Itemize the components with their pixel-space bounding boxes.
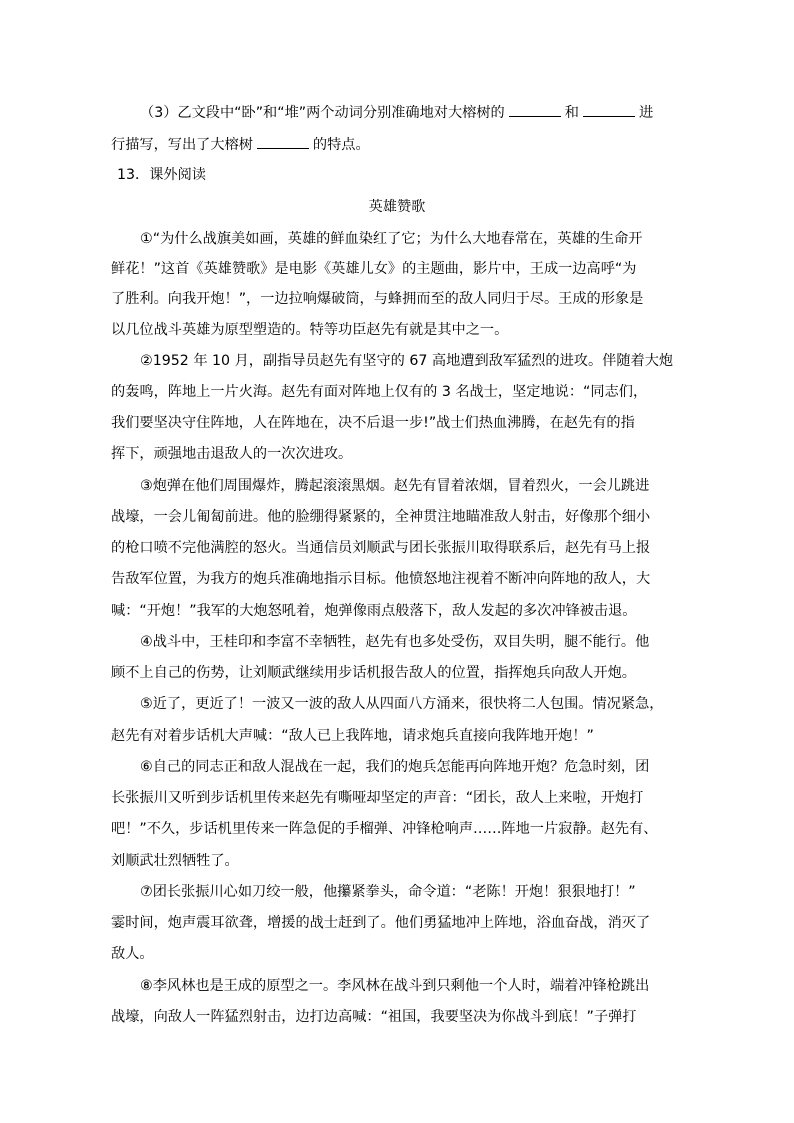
text-line: 霎时间，炮声震耳欲聋，增援的战士赶到了。他们勇猛地冲上阵地，浴血奋战，消灭了 xyxy=(111,915,651,931)
text-line: 我们要坚决守住阵地，人在阵地在，决不后退一步!”战士们热血沸腾，在赵先有的指 xyxy=(111,415,635,431)
text-line: 战壕，一会儿匍匐前进。他的脸绷得紧紧的，全神贯注地瞄准敌人射击，好像那个细小 xyxy=(111,509,651,525)
text-line: ④战斗中，王桂印和李富不幸牺牲，赵先有也多处受伤，双目失明，腿不能行。他 xyxy=(140,634,650,650)
question-3-text-d: 的特点。 xyxy=(312,137,370,153)
question-3-line-2 xyxy=(111,134,370,154)
text-line: ③炮弹在他们周围爆炸，腾起滚滚黑烟。赵先有冒着浓烟，冒着烈火，一会儿跳进 xyxy=(140,478,650,494)
text-line: 战壕，向敌人一阵猛烈射击，边打边高喊：“祖国，我要坚决为你战斗到底！”子弹打 xyxy=(111,1009,637,1025)
text-line: 刘顺武壮烈牺牲了。 xyxy=(111,853,239,869)
text-line: ①“为什么战旗美如画，英雄的鲜血染红了它；为什么大地春常在，英雄的生命开 xyxy=(140,231,643,247)
text-line: 鲜花！”这首《英雄赞歌》是电影《英雄儿女》的主题曲，影片中，王成一边高呼“为 xyxy=(111,261,637,277)
text-line: 了胜利。向我开炮！”，一边拉响爆破筒，与蜂拥而至的敌人同归于尽。王成的形象是 xyxy=(111,291,644,307)
question-3-text-c: 行描写，写出了大榕树 xyxy=(111,137,253,153)
section-heading: 13．课外阅读 xyxy=(117,167,206,183)
text-line: ⑥自己的同志正和敌人混战在一起，我们的炮兵怎能再向阵地开炮？危急时刻，团 xyxy=(140,759,650,775)
text-line: ⑤近了，更近了！一波又一波的敌人从四面八方涌来，很快将二人包围。情况紧急， xyxy=(140,696,664,712)
question-3-text-b: 进 xyxy=(638,105,654,121)
text-line: 的轰鸣，阵地上一片火海。赵先有面对阵地上仅有的 3 名战士，坚定地说：“同志们， xyxy=(111,384,648,400)
text-line: ⑧李风林也是王成的原型之一。李风林在战斗到只剩他一个人时，端着冲锋枪跳出 xyxy=(140,978,650,994)
text-line: 吧！”不久，步话机里传来一阵急促的手榴弹、冲锋枪响声……阵地一片寂静。赵先有、 xyxy=(111,821,658,837)
text-line: 赵先有对着步话机大声喊：“敌人已上我阵地，请求炮兵直接向我阵地开炮！” xyxy=(111,728,594,744)
text-line: ⑦团长张振川心如刀绞一般，他攥紧拳头，命令道：“老陈！开炮！狠狠地打！” xyxy=(140,884,636,900)
question-3-and: 和 xyxy=(564,105,579,121)
text-line: 以几位战斗英雄为原型塑造的。特等功臣赵先有就是其中之一。 xyxy=(111,322,509,338)
text-line: 的枪口喷不完他满腔的怒火。当通信员刘顺武与团长张振川取得联系后，赵先有马上报 xyxy=(111,540,651,556)
text-line: 长张振川又听到步话机里传来赵先有嘶哑却坚定的声音：“团长，敌人上来啦，开炮打 xyxy=(111,790,644,806)
article-title: 英雄赞歌 xyxy=(368,199,426,215)
question-3-text-a: （3）乙文段中“卧”和“堆”两个动词分别准确地对大榕树的 xyxy=(140,105,505,121)
text-line: ②1952 年 10 月，副指导员赵先有坚守的 67 高地遭到敌军猛烈的进攻。伴随着大炮 xyxy=(140,353,674,369)
text-line: 喊：“开炮！”我军的大炮怒吼着，炮弹像雨点般落下，敌人发起的多次冲锋被击退。 xyxy=(111,603,637,619)
text-line: 告敌军位置，为我方的炮兵准确地指示目标。他愤怒地注视着不断冲向阵地的敌人，大 xyxy=(111,571,651,587)
text-line: 敌人。 xyxy=(111,946,154,962)
answer-blank-3[interactable] xyxy=(257,134,309,149)
answer-blank-1[interactable] xyxy=(509,102,561,117)
question-3-line-1 xyxy=(140,102,653,122)
answer-blank-2[interactable] xyxy=(583,102,635,117)
text-line: 挥下，顽强地击退敌人的一次次进攻。 xyxy=(111,446,353,462)
text-line: 顾不上自己的伤势，让刘顺武继续用步话机报告敌人的位置，指挥炮兵向敌人开炮。 xyxy=(111,665,636,681)
